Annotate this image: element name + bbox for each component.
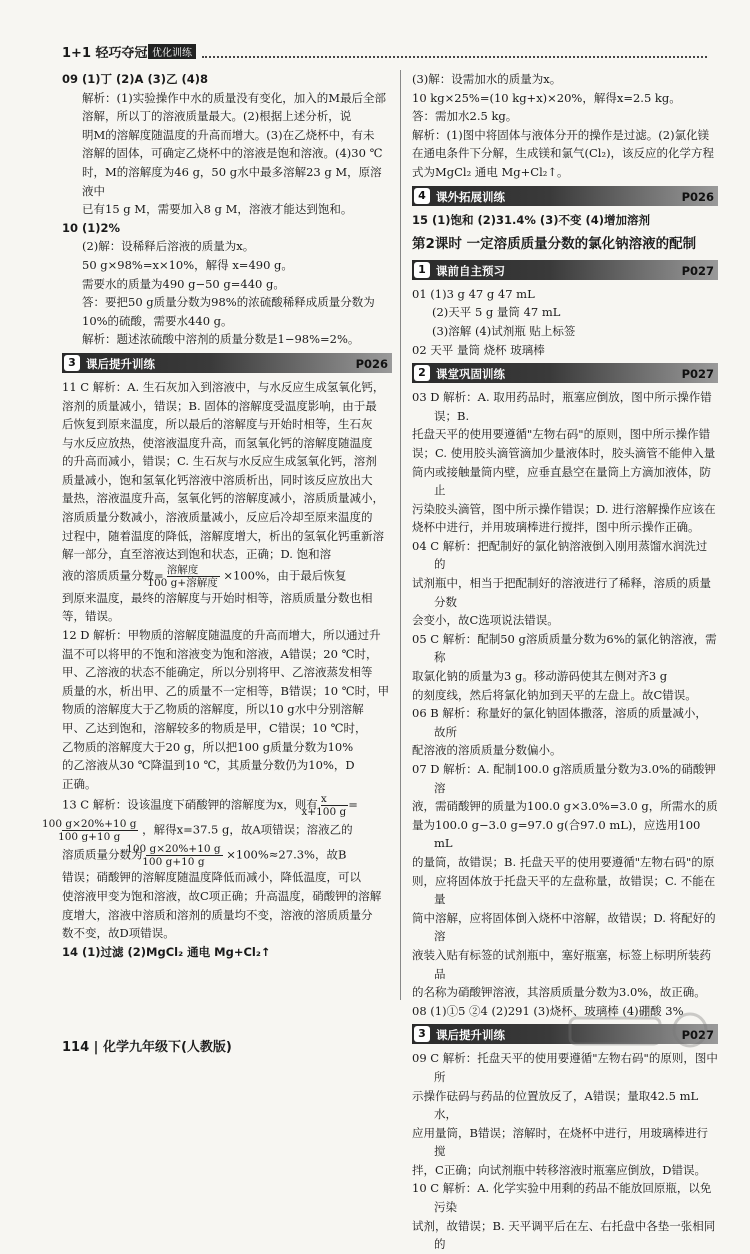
section-banner-preview: 1 课前自主预习 P027 [412, 260, 718, 280]
q13-fraction-2: $\frac{100 g\times 20\%+10 g}{100 g+10 g}$ [42, 818, 137, 844]
section-banner-post-class-2: 3 课后提升训练 P027 [412, 1024, 718, 1044]
watermark-logo [560, 1010, 720, 1060]
page-footer [62, 1036, 232, 1055]
page-number: 114 [62, 1040, 90, 1055]
q10-answer: 10 (1)2% [62, 220, 121, 235]
section-banner-extension: 4 课外拓展训练 P026 [412, 186, 718, 206]
right-column [412, 70, 718, 1254]
section-banner-in-class: 2 课堂巩固训练 P027 [412, 363, 718, 383]
solubility-fraction: $\frac{\text{溶解度}}{\text{100 g+溶解度}}$ [147, 563, 218, 589]
q11-formula: 液的溶质质量分数= $\frac{\text{溶解度}}{\text{100 g+溶解度}}$ ×100%，由于最后恢复 [62, 563, 347, 589]
brand-title: 1+1 轻巧夺冠 [62, 46, 148, 61]
column-divider [400, 70, 401, 1000]
header-dotted-rule [202, 56, 707, 58]
q09-answer: 09 (1)丁 (2)A (3)乙 (4)8 [62, 72, 208, 86]
q11-block: 11 C 解析：A. 生石灰加入到溶液中，与水反应生成氢氧化钙， 溶剂的质量减小，错误；B. 固体的溶解度受温度影响，由于最 后恢复到原来温度，所以最后的溶解度与开始时相等，生石灰 与水反应放热，使溶液温度升高，而氢氧化钙的溶解度随温度 的升高而减小，错误；C. 生石灰与水反应生成氢氧化钙，溶剂 质量减小，饱和氢氧化钙溶液中溶质析出，同时该反应放出大 量热，溶液温度升高，氢氧化钙的溶解度减小，溶质质量减小， 溶质质量分数减小，溶液质量减小，反应后冷却至原来温度的 过程中，随着温度的降低，溶解度增大，析出的氢氧化钙重新溶 解一部分，直至溶液达到饱和状态，正确；D. 饱和溶 液的溶质质量分数= $\frac{\text{溶解度}}{\text{100 g+溶解度}}$ ×100%，由于最后恢复 到原来温度，最终的溶解度与开始时相等，溶质质量分数也相 等，错误。 [62, 378, 392, 626]
q13-fraction-1: $\frac{x}{x+100 g}$ [301, 793, 347, 819]
q10-solution: (2)解：设稀释后溶液的质量为x。 50 g×98%=x×10%，解得 x=490 g。 需要水的质量为490 g−50 g=440 g。 答：要把50 g质量分数为98%的浓硫酸稀释成质量分数为 10%的硫酸，需要水440 g。 解析：题述浓硫酸中溶剂的质量分数是1−98%=2%。 [82, 239, 375, 347]
q12-block: 12 D 解析：甲物质的溶解度随温度的升高而增大，所以通过升 温不可以将甲的不饱和溶液变为饱和溶液，A错误；20 ℃时， 甲、乙溶液的状态不能确定，所以分别将甲、乙溶液蒸发相等 质量的水，析出甲、乙的质量不一定相等，B错误；10 ℃时，甲 物质的溶解度大于乙物质的溶解度，所以10 g水中分别溶解 甲、乙达到饱和，溶解较多的物质是甲，C错误；10 ℃时， 乙物质的溶解度大于20 g，所以把100 g质量分数为10% 的乙溶液从30 ℃降温到10 ℃，其质量分数仍为10%，D 正确。 [62, 628, 390, 791]
lesson-title: 第2课时 一定溶质质量分数的氯化钠溶液的配制 [412, 236, 697, 253]
preview-answers: 01 (1)3 g 47 g 47 mL (2)天平 5 g 量筒 47 mL (3)溶解 (4)试剂瓶 贴上标签 02 天平 量筒 烧杯 玻璃棒 [412, 286, 576, 357]
left-column [42, 70, 392, 961]
q14-answer: 14 (1)过滤 (2)MgCl₂ 通电 Mg+Cl₂↑ [62, 944, 271, 959]
post-class-answers: 09 C 解析：托盘天平的使用要遵循"左物右码"的原则，图中所 示操作砝码与药品的位置放反了，A错误；量取42.5 mL水， 应用量筒，B错误；溶解时，在烧杯中进行，用玻璃棒进行搅 拌，C正确；向试剂瓶中转移溶液时瓶塞应倒放，D错误。 10 C 解析：A. 化学实验中用剩的药品不能放回原瓶，以免污染 试剂，故错误；B. 天平调平后在左、右托盘中各垫一张相同的 [412, 1051, 718, 1252]
page-header [62, 40, 712, 64]
q13-fraction-3: $\frac{100 g\times 20\%+10 g}{100 g+10 g}$ [126, 843, 221, 869]
q09-explanation: 解析：(1)实验操作中水的质量没有变化，加入的M最后全部 溶解，所以丁的溶液质量最大。(2)根据上述分析，说 明M的溶解度随温度的升高而增大。(3)在乙烧杯中，有未 溶解的固体，可确定乙烧杯中的溶液是饱和溶液。(4)30 ℃ 时，M的溶解度为46 g，50 g水中最多溶解23 g M，原溶液中 已有15 g M，需要加入8 g M，溶液才能达到饱和。 [82, 90, 387, 217]
book-subtitle: 化学九年级下(人教版) [102, 1040, 232, 1055]
in-class-answers: 03 D 解析：A. 取用药品时，瓶塞应倒放，图中所示操作错误；B. 托盘天平的使用要遵循"左物右码"的原则，图中所示操作错 误；C. 使用胶头滴管滴加少量液体时，胶头滴管不能伸入量 筒内或接触量筒内壁，应垂直悬空在量筒上方滴加液体，防止 污染胶头滴管，图中所示操作错误；D. 进行溶解操作应该在 烧杯中进行，并用玻璃棒进行搅拌，图中所示操作正确。 04 C 解析：把配制好的氯化钠溶液倒入刚用蒸馏水润洗过的 试剂瓶中，相当于把配制好的溶液进行了稀释，溶质的质量分数 会变小，故C选项说法错误。 05 C 解析：配制50 g溶质质量分数为6%的氯化钠溶液，需称 取氯化钠的质量为3 g。移动游码使其左侧对齐3 g 的刻度线，然后将氯化钠加到天平的左盘上。故C错误。 06 B 解析：称量好的氯化钠固体撒落，溶质的质量减小，故所 配溶液的溶质质量分数偏小。 07 D 解析：A. 配制100.0 g溶质质量分数为3.0%的硝酸钾溶 液，需硝酸钾的质量为100.0 g×3.0%=3.0 g，所需水的质 量为100.0 g−3.0 g=97.0 g(合97.0 mL)，应选用100 mL 的量筒，故错误；B. 托盘天平的使用要遵循"左物右码"的原 则，应将固体放于托盘天平的左盘称量，故错误；C. 不能在量 筒中溶解，应将固体倒入烧杯中溶解，故错误；D. 将配好的溶 液装入贴有标签的试剂瓶中，塞好瓶塞，标签上标明所装药品 的名称为硝酸钾溶液，其溶质质量分数为3.0%，故正确。 08 (1)①5 ②4 (2)291 (3)烧杯、玻璃棒 (4)硼酸 3% [412, 390, 718, 1018]
q13-block: 13 C 解析：设该温度下硝酸钾的溶解度为x，则有 $\frac{x}{x+100 g}$ = $\frac{100 g\times 20\%+10 g}{100 g+10 g}$ ，解得x=37.5 g，故A项错误；溶液乙的 溶质质量分数为 $\frac{100 g\times 20\%+10 g}{100 g+10 g}$ ×100%≈27.3%，故B 错误；硝酸钾的溶解度随温度降低而减小，降低温度，可以 使溶液甲变为饱和溶液，故C项正确；升高温度，硝酸钾的溶解 度增大，溶液中溶质和溶剂的质量均不变，溶液的溶质质量分 数不变，故D项错误。 [42, 793, 382, 941]
section-banner-post-class: 3 课后提升训练 P026 [62, 353, 392, 373]
footer-separator: | [93, 1040, 99, 1055]
q15-answer: 15 (1)饱和 (2)31.4% (3)不变 (4)增加溶剂 [412, 212, 650, 227]
brand-subtitle: 优化训练 [148, 44, 196, 59]
q10-continued: (3)解：设需加水的质量为x。 10 kg×25%=(10 kg+x)×20%，解得x=2.5 kg。 答：需加水2.5 kg。 解析：(1)图中将固体与液体分开的操作是过滤。(2)氯化镁 在通电条件下分解，生成镁和氯气(Cl₂)，该反应的化学方程 式为MgCl₂ 通电 Mg+Cl₂↑。 [412, 72, 715, 179]
